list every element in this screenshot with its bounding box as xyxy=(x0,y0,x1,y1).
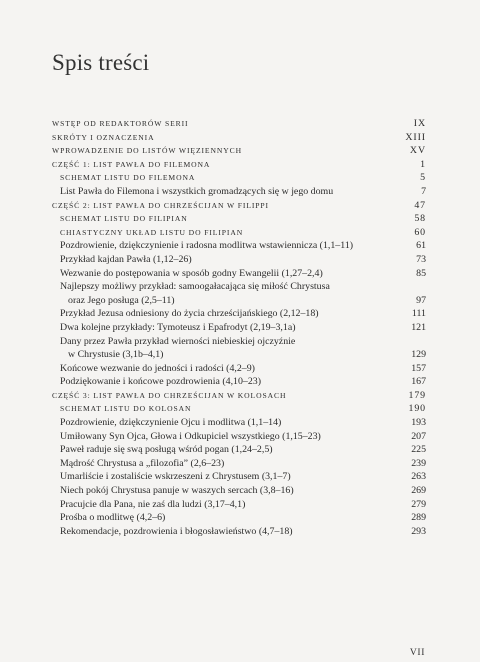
toc-entry-title: Wezwanie do postępowania w sposób godny Ewangelii (1,27–2,4) xyxy=(60,267,323,279)
toc-entry xyxy=(52,226,426,240)
toc-entry xyxy=(52,158,426,172)
toc-entry xyxy=(52,511,426,525)
toc-entry-page: 5 xyxy=(420,172,426,184)
toc-entry-page: 263 xyxy=(411,471,426,483)
toc-entry-page: 293 xyxy=(411,525,426,537)
toc-entry-page: 7 xyxy=(421,185,426,197)
toc-entry-page: 58 xyxy=(414,213,426,225)
page-number: VII xyxy=(409,647,425,658)
toc-entry-title: oraz Jego posługa (2,5–11) xyxy=(68,294,175,306)
toc-entry xyxy=(52,185,426,199)
toc-entry-title: SCHEMAT LISTU DO KOLOSAN xyxy=(60,404,192,414)
toc-entry xyxy=(52,144,426,158)
toc-entry xyxy=(52,335,426,349)
toc-entry-title: CZĘŚĆ 3: LIST PAWŁA DO CHRZEŚCIJAN W KOLOSACH xyxy=(52,390,287,400)
toc-entry-title: CHIASTYCZNY UKŁAD LISTU DO FILIPIAN xyxy=(60,227,244,237)
toc-entry-title: Rekomendacje, pozdrowienia i błogosławieństwo (4,7–18) xyxy=(60,525,293,537)
toc-entry xyxy=(52,171,426,185)
toc-entry-page: 73 xyxy=(416,253,426,265)
toc-entry-title: Dwa kolejne przykłady: Tymoteusz i Epafrodyt (2,19–3,1a) xyxy=(60,321,296,333)
toc-entry-title: WSTĘP OD REDAKTORÓW SERII xyxy=(52,119,189,128)
toc-entry xyxy=(52,362,426,376)
toc-entry xyxy=(52,321,426,335)
toc-entry xyxy=(52,280,426,294)
toc-entry-page: 190 xyxy=(408,403,426,415)
toc-entry-page: 239 xyxy=(411,457,426,469)
toc-entry-page: 179 xyxy=(408,389,426,401)
toc-entry-title: Przykład kajdan Pawła (1,12–26) xyxy=(60,253,192,265)
toc-entry xyxy=(52,212,426,226)
toc-entry-title: CZĘŚĆ 2: LIST PAWŁA DO CHRZEŚCIJAN W FILIPPI xyxy=(52,200,269,210)
toc-entry xyxy=(52,457,426,471)
toc-entry-page: XIII xyxy=(405,131,426,143)
toc-entry-page: 279 xyxy=(411,498,426,510)
toc-entry-page: 225 xyxy=(411,444,426,456)
toc-entry xyxy=(52,117,426,131)
toc-entry xyxy=(52,294,426,308)
toc-entry xyxy=(52,470,426,484)
toc-entry-title: Niech pokój Chrystusa panuje w waszych sercach (3,8–16) xyxy=(60,485,294,497)
toc-entry-title: Umiłowany Syn Ojca, Głowa i Odkupiciel wszystkiego (1,15–23) xyxy=(60,430,321,442)
toc-entry xyxy=(52,348,426,362)
page-title: Spis treści xyxy=(52,50,150,75)
toc-entry-title: w Chrystusie (3,1b–4,1) xyxy=(68,349,164,361)
toc-entry-page: 193 xyxy=(411,417,426,429)
toc-entry-title: WPROWADZENIE DO LISTÓW WIĘZIENNYCH xyxy=(52,146,242,156)
toc-entry-page: 61 xyxy=(416,240,426,252)
toc-entry xyxy=(52,267,426,281)
toc-entry xyxy=(52,131,426,145)
toc-entry-page: 157 xyxy=(411,362,426,374)
toc-entry xyxy=(52,199,426,213)
toc-entry xyxy=(52,430,426,444)
toc-entry-page: 129 xyxy=(411,349,426,361)
toc-entry xyxy=(52,402,426,416)
toc-entry-title: Mądrość Chrystusa a „filozofia” (2,6–23) xyxy=(60,457,225,469)
toc-entry-title: Przykład Jezusa odniesiony do życia chrześcijańskiego (2,12–18) xyxy=(60,308,319,320)
toc-entry-title: List Pawła do Filemona i wszystkich gromadzących się w jego domu xyxy=(60,185,334,197)
toc-entry-page: 111 xyxy=(411,308,426,320)
toc-entry xyxy=(52,239,426,253)
toc-entry-title: Końcowe wezwanie do jedności i radości (4,2–9) xyxy=(60,362,255,374)
table-of-contents xyxy=(52,117,426,538)
toc-entry-title: Pozdrowienie, dziękczynienie Ojcu i modlitwa (1,1–14) xyxy=(60,417,282,429)
toc-entry-title: Paweł raduje się swą posługą wśród pogan (1,24–2,5) xyxy=(60,444,273,456)
toc-entry-title: Dany przez Pawła przykład wierności niebieskiej ojczyźnie xyxy=(60,335,296,347)
toc-entry xyxy=(52,253,426,267)
toc-entry xyxy=(52,443,426,457)
toc-entry-page: 97 xyxy=(416,294,426,306)
toc-entry-title: Najlepszy możliwy przykład: samoogałacająca się miłość Chrystusa xyxy=(60,281,330,293)
toc-entry-title: SCHEMAT LISTU DO FILIPIAN xyxy=(60,214,188,224)
toc-entry-title: Pozdrowienie, dziękczynienie i radosna modlitwa wstawiennicza (1,1–11) xyxy=(60,240,354,252)
toc-entry xyxy=(52,375,426,389)
toc-entry-title: SKRÓTY I OZNACZENIA xyxy=(52,132,155,142)
toc-entry-page: 289 xyxy=(411,512,426,524)
toc-entry-title: SCHEMAT LISTU DO FILEMONA xyxy=(60,173,196,183)
toc-entry-page: IX xyxy=(413,118,426,129)
toc-entry-title: Pracujcie dla Pana, nie zaś dla ludzi (3,17–4,1) xyxy=(60,498,246,510)
toc-entry-page: 1 xyxy=(420,158,426,170)
toc-entry xyxy=(52,389,426,403)
toc-entry-page: XV xyxy=(409,145,426,157)
toc-entry xyxy=(52,307,426,321)
toc-entry-page: 85 xyxy=(416,267,426,279)
toc-entry-page: 207 xyxy=(411,430,426,442)
toc-entry xyxy=(52,525,426,539)
toc-entry-title: Umarliście i zostaliście wskrzeszeni z Chrystusem (3,1–7) xyxy=(60,471,291,483)
toc-entry xyxy=(52,498,426,512)
toc-entry-page: 60 xyxy=(414,226,426,238)
toc-entry-title: Podziękowanie i końcowe pozdrowienia (4,10–23) xyxy=(60,376,262,388)
toc-entry-page: 269 xyxy=(411,485,426,497)
toc-entry-page: 47 xyxy=(414,199,426,211)
toc-entry-title: CZĘŚĆ 1: LIST PAWŁA DO FILEMONA xyxy=(52,159,211,169)
toc-entry-page: 167 xyxy=(411,376,426,388)
toc-entry-page: 121 xyxy=(411,321,426,333)
toc-entry xyxy=(52,416,426,430)
toc-entry-title: Prośba o modlitwę (4,2–6) xyxy=(60,512,166,524)
toc-entry xyxy=(52,484,426,498)
